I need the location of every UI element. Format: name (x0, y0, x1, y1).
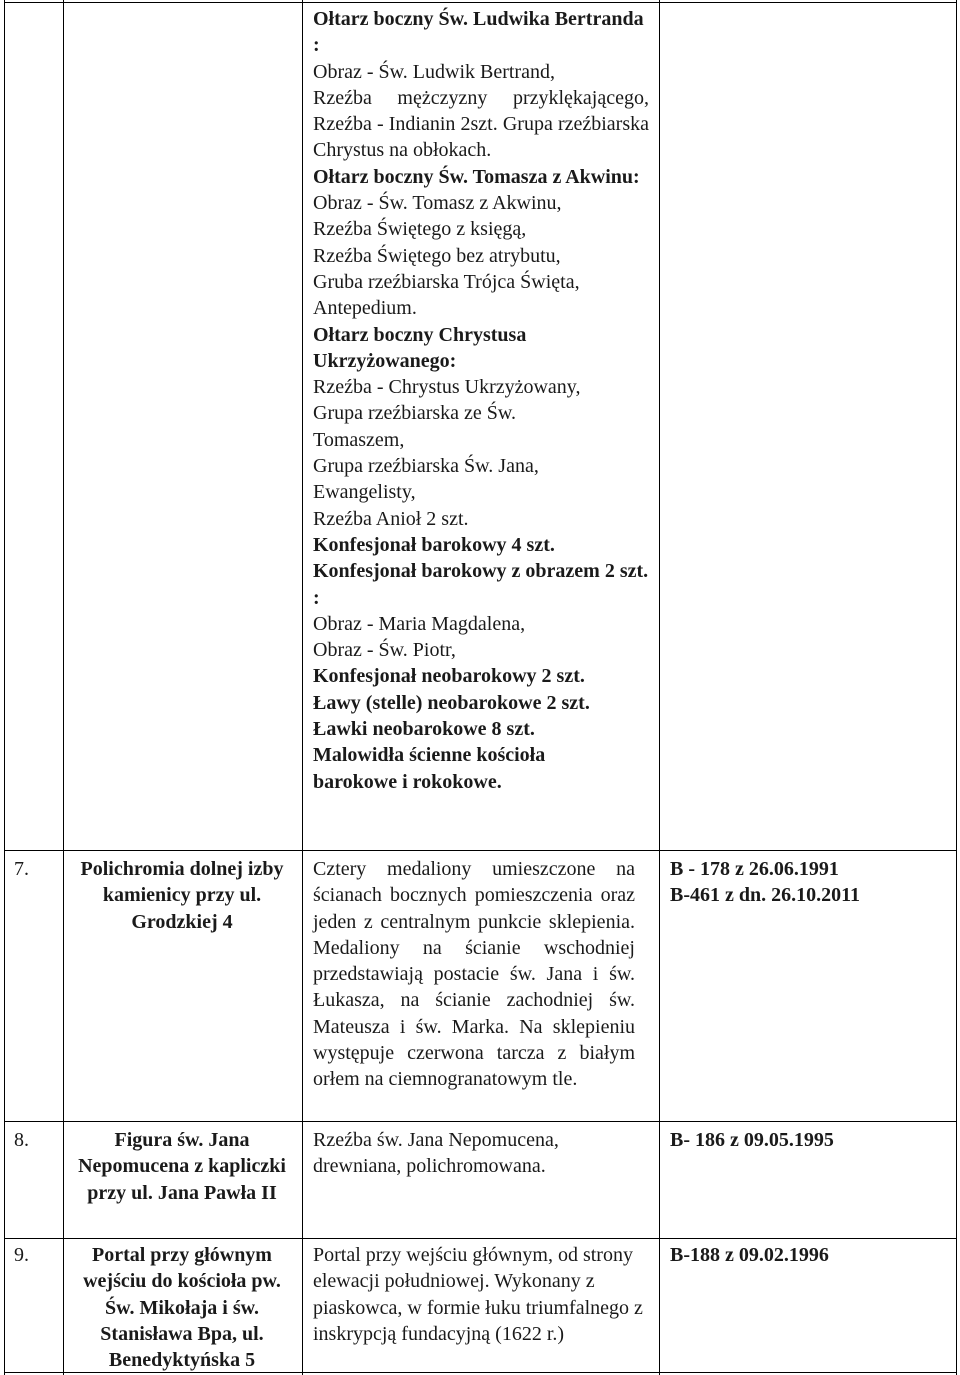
row-number: 7. (14, 858, 29, 880)
desc-line: Gruba rzeźbiarska Trójca Święta, (313, 270, 580, 293)
row-description: Portal przy wejściu głównym, od strony elewacji południowej. Wykonany z piaskowca, w formie łuku triumfalnego z inskrypcją fundacyjną (1622 r.) (313, 1244, 643, 1345)
desc-line: Ławki neobarokowe 8 szt. (313, 718, 535, 741)
row-border-7 (4, 850, 957, 851)
desc-line: Grupa rzeźbiarska Św. Jana, Ewangelisty, (313, 455, 539, 504)
desc-line: Obraz - Św. Ludwik Bertrand, (313, 60, 555, 83)
desc-line: Grupa rzeźbiarska ze Św. Tomaszem, (313, 402, 517, 451)
continued-description (313, 6, 649, 795)
row-border-8 (4, 1121, 957, 1122)
desc-line: Ołtarz boczny Św. Tomasza z Akwinu: (313, 165, 640, 188)
desc-line: Konfesjonał neobarokowy 2 szt. (313, 665, 585, 688)
col-border-left (4, 0, 5, 1375)
row-border-top (4, 2, 957, 3)
desc-line: Rzeźba Świętego z księgą, (313, 218, 527, 241)
desc-line: Konfesjonał barokowy 4 szt. (313, 533, 555, 556)
row-name: Figura św. Jana Nepomucena z kapliczki przy ul. Jana Pawła II (78, 1129, 286, 1204)
registry-entry: B-188 z 09.02.1996 (670, 1244, 829, 1266)
col-border-name (302, 0, 303, 1375)
row-number: 8. (14, 1129, 29, 1151)
desc-line: Ołtarz boczny Św. Ludwika Bertranda : (313, 8, 644, 57)
desc-line: Konfesjonał barokowy z obrazem 2 szt. : (313, 560, 649, 609)
registry-line: B - 178 z 26.06.1991 (670, 858, 839, 880)
registry-entry: B- 186 z 09.05.1995 (670, 1129, 834, 1151)
desc-line: Ołtarz boczny Chrystusa Ukrzyżowanego: (313, 323, 527, 372)
col-border-num (63, 0, 64, 1375)
row-name: Portal przy głównym wejściu do kościoła pw. Św. Mikołaja i św. Stanisława Bpa, ul. Benedyktyńska 5 (83, 1244, 281, 1372)
row-description: Rzeźba św. Jana Nepomucena, drewniana, polichromowana. (313, 1129, 559, 1178)
registry-entry (670, 856, 950, 909)
desc-line: Rzeźba - Chrystus Ukrzyżowany, (313, 376, 581, 399)
registry-line: B-461 z dn. 26.10.2011 (670, 884, 861, 907)
row-number: 9. (14, 1244, 29, 1266)
desc-line: Rzeźba mężczyzny przyklękającego, Rzeźba - Indianin 2szt. Grupa rzeźbiarska Chrystus na obłokach. (313, 86, 649, 162)
desc-line: Malowidła ścienne kościoła barokowe i rokokowe. (313, 744, 546, 793)
row-name: Polichromia dolnej izby kamienicy przy ul. Grodzkiej 4 (80, 858, 284, 933)
col-border-desc (659, 0, 660, 1375)
row-description: Cztery medaliony umieszczone na ścianach bocznych pomieszczenia oraz jeden z centralnym punkcie sklepienia. Medaliony na ścianie wschodniej przedstawiają postacie św. Jana i św. Łukasza, na ścianie zachodniej św. Mateusza i św. Marka. Na sklepieniu występuje czerwona tarcza z białym orłem na ciemnogranatowym tle. (313, 858, 635, 1091)
desc-line: Obraz - Maria Magdalena, (313, 612, 526, 635)
desc-line: Rzeźba Świętego bez atrybutu, (313, 244, 561, 267)
desc-line: Obraz - Św. Piotr, (313, 639, 456, 662)
desc-line: Obraz - Św. Tomasz z Akwinu, (313, 192, 562, 215)
desc-line: Antepedium. (313, 297, 417, 320)
desc-line: Ławy (stelle) neobarokowe 2 szt. (313, 691, 590, 714)
row-border-9 (4, 1238, 957, 1239)
col-border-right (956, 0, 957, 1375)
desc-line: Rzeźba Anioł 2 szt. (313, 507, 469, 530)
